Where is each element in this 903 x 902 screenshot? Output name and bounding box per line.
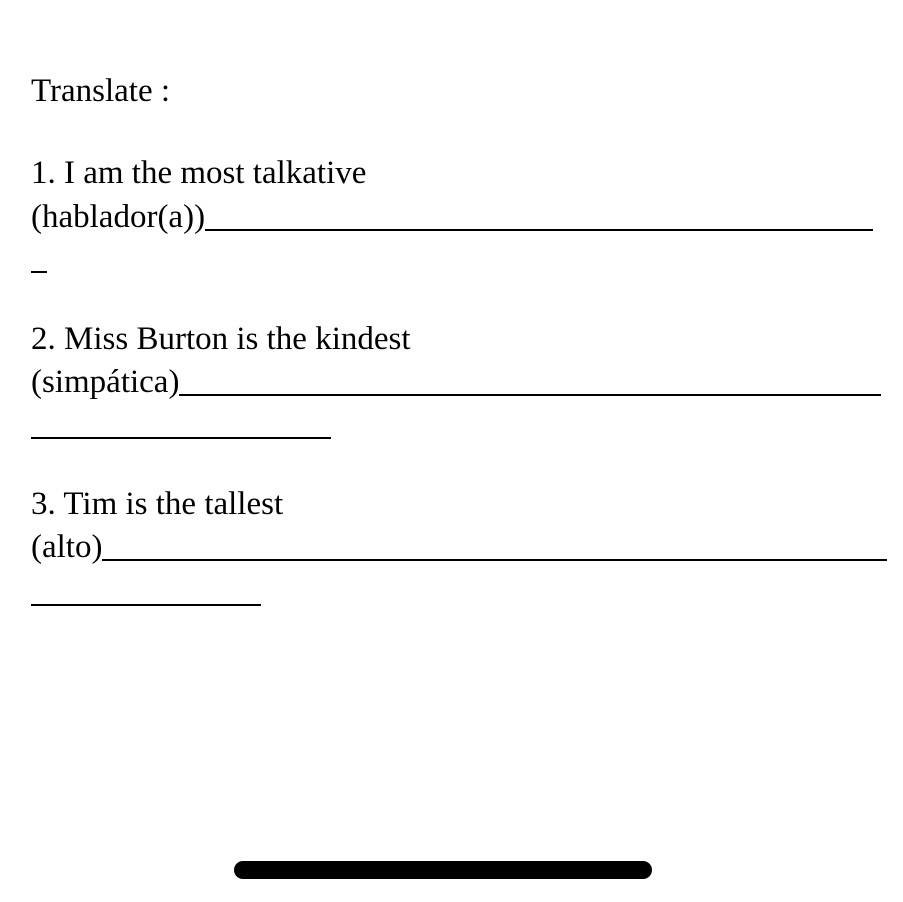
instruction-heading: Translate :: [31, 73, 171, 109]
question-3-answer-blank-continued[interactable]: [31, 604, 261, 606]
question-1-prompt: 1. I am the most talkative: [31, 155, 367, 191]
question-2-answer-row: [31, 362, 881, 402]
question-3-answer-blank[interactable]: [102, 529, 887, 561]
question-1-answer-row: [31, 197, 873, 237]
home-indicator[interactable]: [234, 861, 652, 879]
question-3-hint: (alto): [31, 529, 103, 565]
question-2-prompt: 2. Miss Burton is the kindest: [31, 321, 411, 357]
question-1-answer-blank-continued[interactable]: [31, 271, 47, 273]
question-2-answer-blank[interactable]: [179, 364, 881, 396]
question-2-hint: (simpática): [31, 364, 180, 400]
question-3-answer-row: [31, 527, 887, 567]
question-3-prompt: 3. Tim is the tallest: [31, 486, 284, 522]
question-2-answer-blank-continued[interactable]: [31, 437, 331, 439]
question-1-hint: (hablador(a)): [31, 199, 206, 235]
question-1-answer-blank[interactable]: [205, 199, 873, 231]
